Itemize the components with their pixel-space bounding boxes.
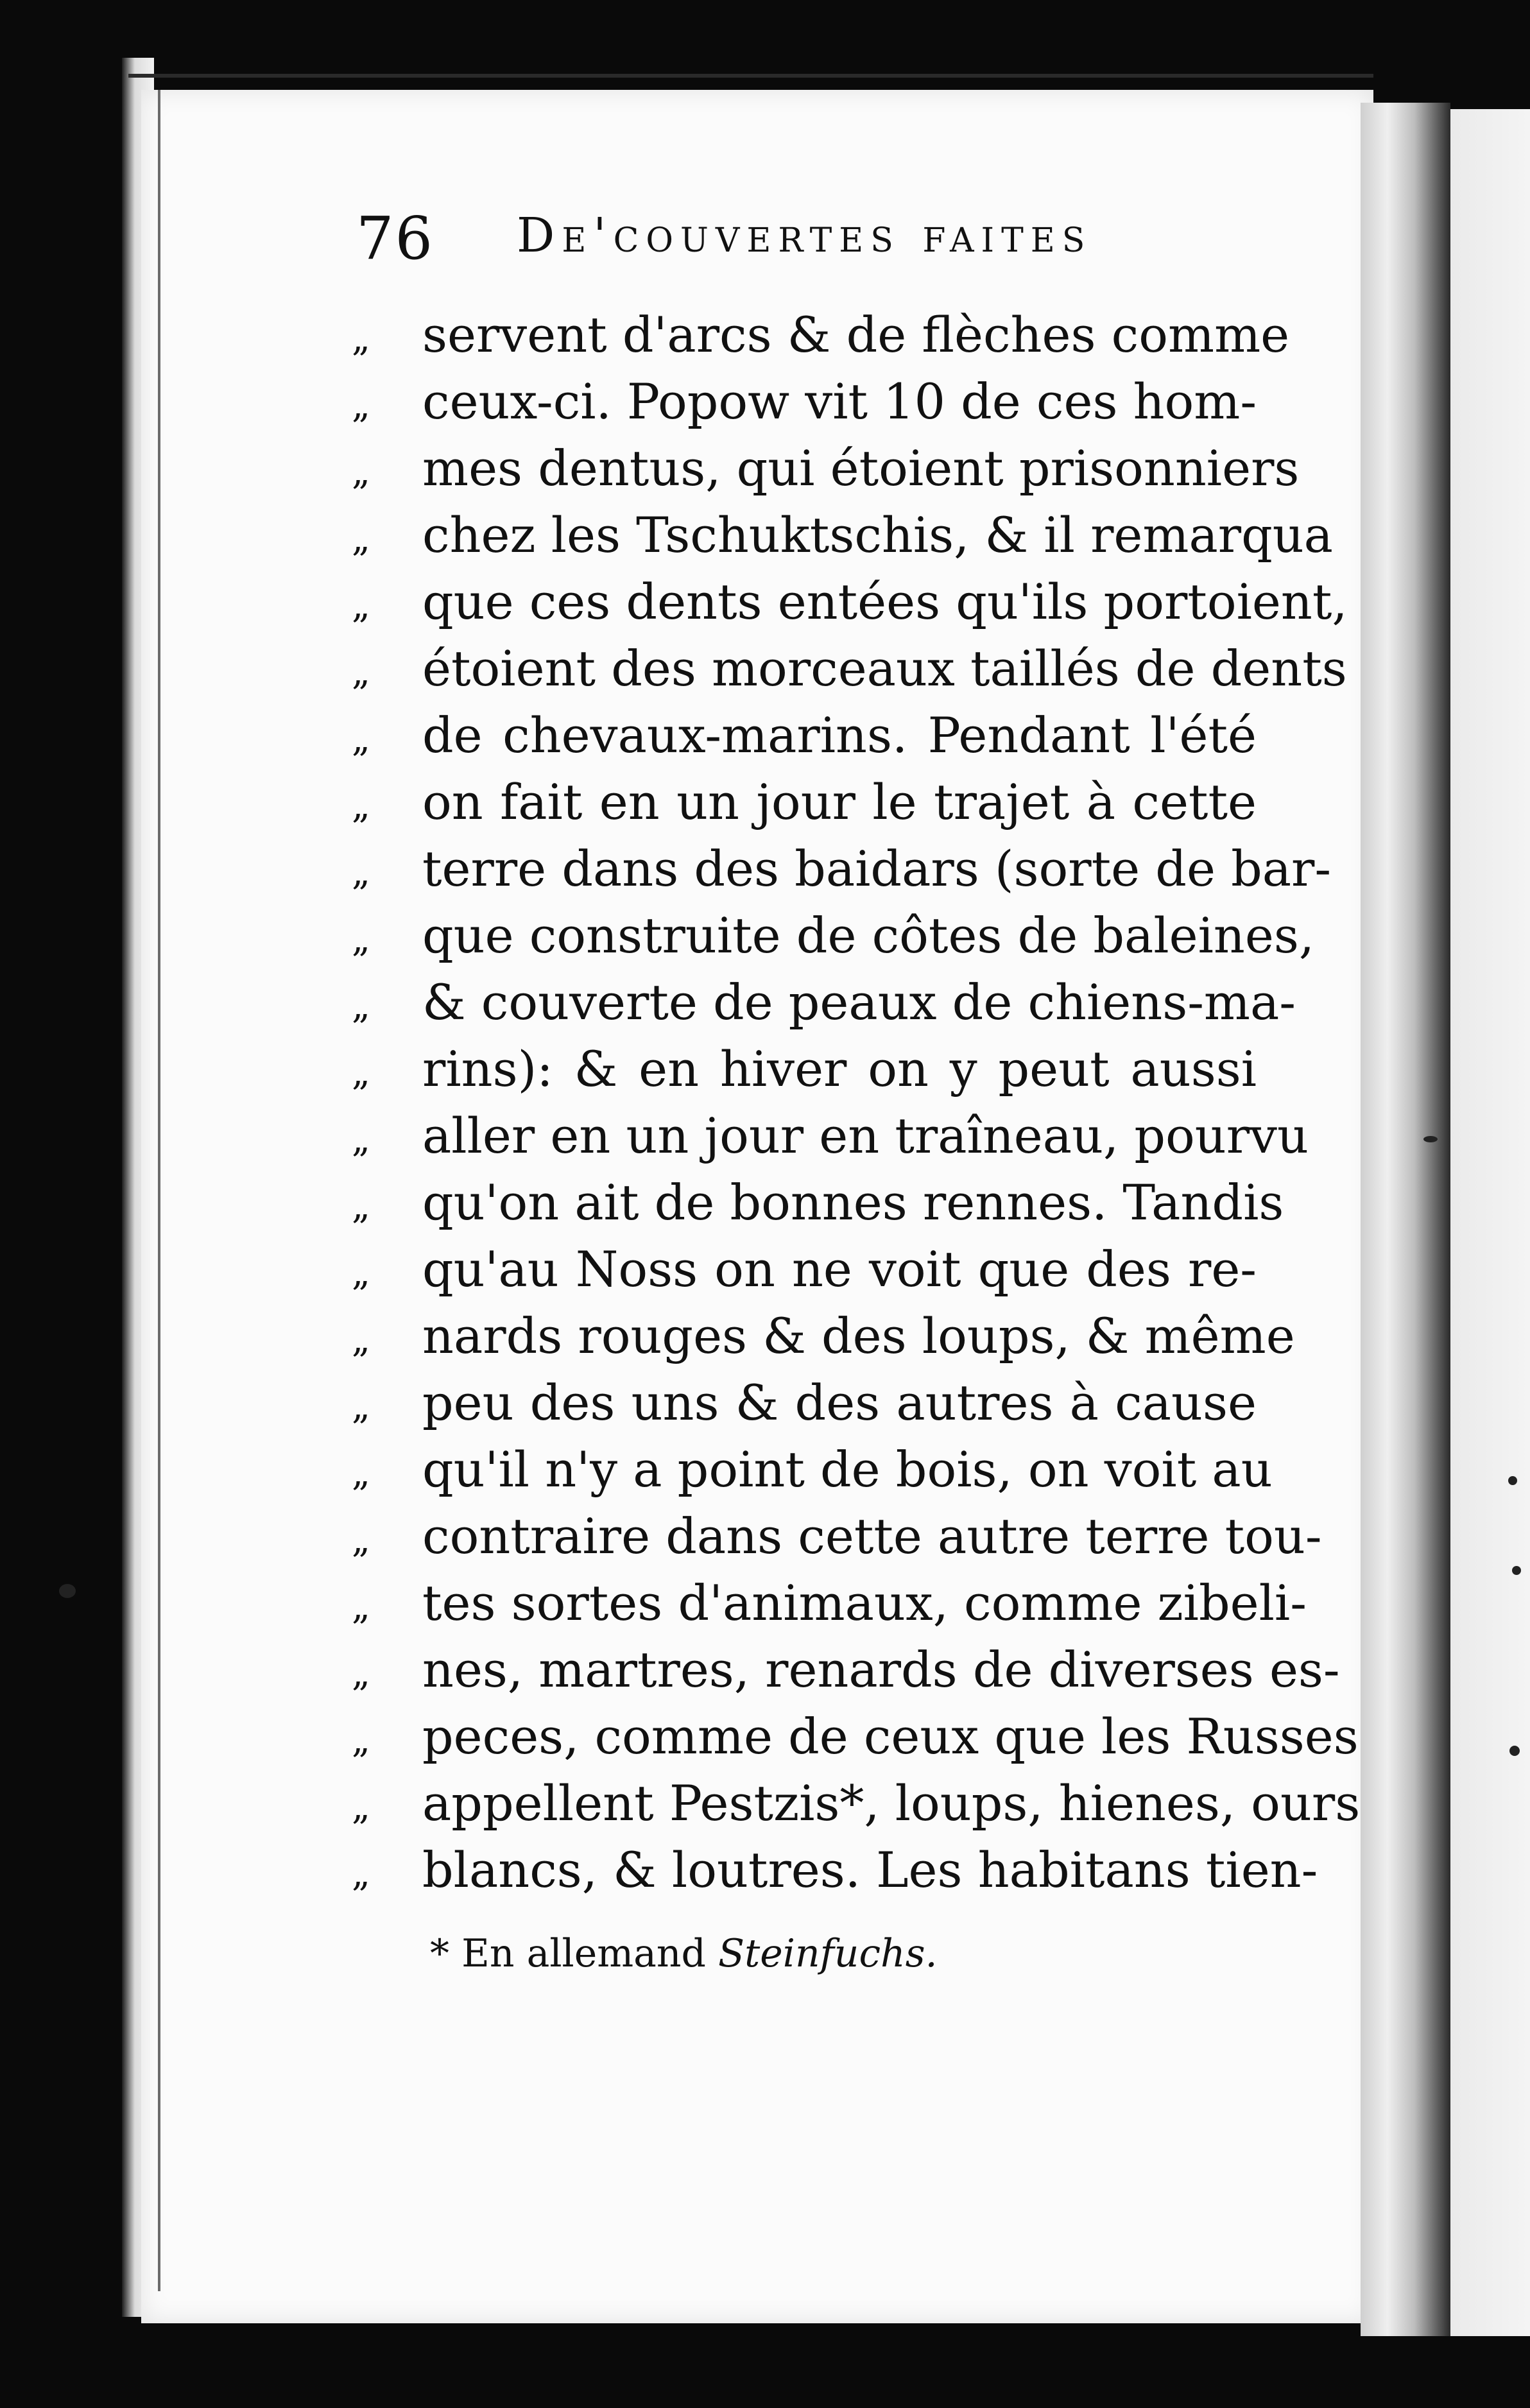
quote-mark: „ [352,651,371,693]
line-text: tes sortes d'animaux, comme zibeli- [422,1574,1307,1631]
text-line [352,1837,1318,1904]
line-text: nards rouges & des loups, & même [422,1307,1295,1364]
text-line [352,635,1347,702]
text-line [352,702,1263,769]
text-line [352,435,1300,502]
quote-mark: „ [352,1386,371,1427]
quote-mark: „ [352,1185,371,1227]
text-line [352,1637,1340,1703]
text-line [352,569,1348,635]
line-text: appellent Pestzis*, loups, hienes, ours [422,1775,1361,1832]
quote-mark: „ [352,1452,371,1494]
quote-mark: „ [352,852,371,893]
line-text: terre dans des baidars (sorte de bar- [422,840,1332,897]
text-line [352,502,1333,569]
text-line [352,902,1315,969]
quote-mark: „ [352,1853,371,1895]
line-text: on fait en un jour le trajet à cette [422,773,1257,830]
line-text: rins): & en hiver on y peut aussi [422,1040,1257,1097]
quote-mark: „ [352,1119,371,1160]
text-line [352,1370,1263,1436]
text-line [352,1103,1309,1169]
quote-mark: „ [352,785,371,827]
line-text: peu des uns & des autres à cause [422,1374,1257,1431]
quote-mark: „ [352,718,371,760]
quote-mark: „ [352,1719,371,1761]
text-line [352,1169,1284,1236]
line-text: chez les Tschuktschis, & il remarqua [422,506,1333,563]
line-text: qu'il n'y a point de bois, on voit au [422,1441,1273,1498]
line-text: aller en un jour en traîneau, pourvu [422,1107,1309,1164]
quote-mark: „ [352,318,371,359]
line-text: contraire dans cette autre terre tou- [422,1508,1322,1565]
text-line [352,1436,1273,1503]
line-text: étoient des morceaux taillés de dents [422,640,1347,697]
line-text: de chevaux-marins. Pendant l'été [422,707,1257,764]
text-line [352,1570,1307,1637]
line-text: qu'au Noss on ne voit que des re- [422,1241,1257,1298]
page-number: 76 [356,204,434,273]
line-text: & couverte de peaux de chiens-ma- [422,974,1296,1031]
quote-mark: „ [352,1786,371,1828]
quote-mark: „ [352,918,371,960]
quote-mark: „ [352,1319,371,1361]
text-line [352,1303,1295,1370]
running-title: De'couvertes faites [517,208,1092,263]
quote-mark: „ [352,518,371,560]
line-text: que construite de côtes de baleines, [422,907,1315,964]
quote-mark: „ [352,985,371,1027]
line-text: qu'on ait de bonnes rennes. Tandis [422,1174,1284,1231]
quote-mark: „ [352,451,371,493]
line-text: nes, martres, renards de diverses es- [422,1641,1340,1698]
text-line [352,969,1296,1036]
quote-mark: „ [352,1653,371,1694]
text-line [352,1036,1263,1103]
line-text: blancs, & loutres. Les habitans tien- [422,1841,1318,1898]
line-text: mes dentus, qui étoient prisonniers [422,440,1300,497]
quote-mark: „ [352,1252,371,1294]
text-line [352,1770,1361,1837]
text-line [352,1503,1322,1570]
line-text: ceux-ci. Popow vit 10 de ces hom- [422,373,1257,430]
line-text: que ces dents entées qu'ils portoient, [422,573,1348,630]
line-text: servent d'arcs & de flèches comme [422,306,1290,363]
text-line [352,769,1263,836]
footnote-term: Steinfuchs. [718,1931,938,1976]
text-line [352,1703,1359,1770]
text-line [352,302,1290,368]
text-line [352,1236,1263,1303]
footnote [430,1928,1072,1979]
quote-mark: „ [352,384,371,426]
quote-mark: „ [352,1052,371,1094]
quote-mark: „ [352,1519,371,1561]
footnote-marker: * [430,1931,449,1976]
line-text: peces, comme de ceux que les Russes [422,1708,1359,1765]
footnote-text: En allemand [461,1931,706,1976]
text-line [352,368,1263,435]
quote-mark: „ [352,1586,371,1628]
text-line [352,836,1332,902]
quote-mark: „ [352,585,371,626]
